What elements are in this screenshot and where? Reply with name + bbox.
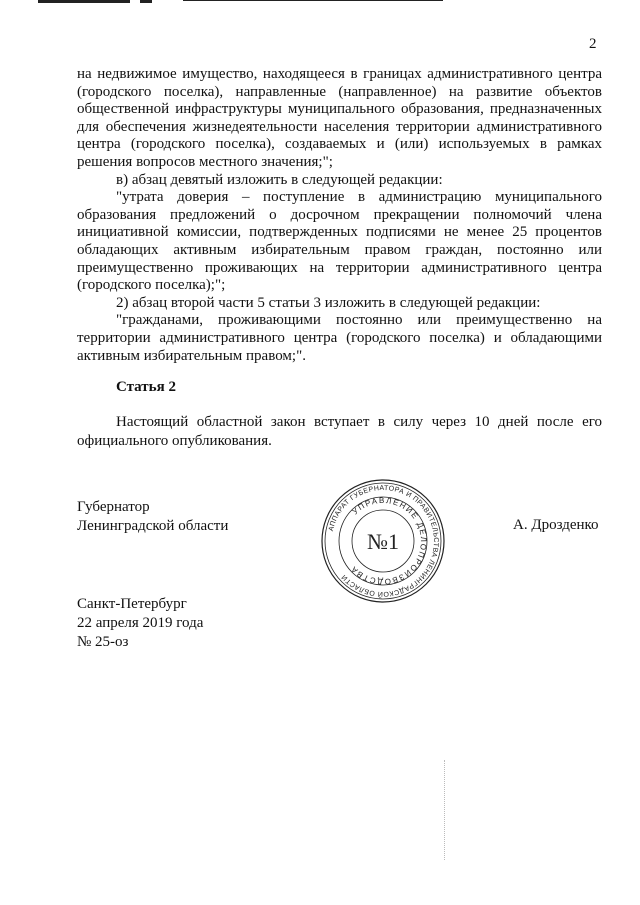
law-number: № 25-оз bbox=[77, 634, 129, 650]
paragraph: 2) абзац второй части 5 статьи 3 изложить в следующей редакции: bbox=[116, 294, 541, 311]
page-number: 2 bbox=[589, 36, 597, 52]
place: Санкт-Петербург bbox=[77, 596, 187, 612]
paragraph: на недвижимое имущество, находящееся в границах административного центра (городского поселка), направленные (направленное) на развитие объектов общественной инфраструктуры муниципального образования, предназначенных для обеспечения жизнедеятельности населения территории административного центра (городского поселка), создаваемых и (или) используемых в рамках решения вопросов местного значения;"; bbox=[77, 66, 602, 170]
scan-artifact bbox=[444, 760, 446, 860]
paragraph: "утрата доверия – поступление в администрацию муниципального образования предложений о досрочном прекращении полномочий члена инициативной комиссии, подтвержденных подписями не менее 25 процентов обладающих активным избирательным правом граждан, постоянно или преимущественно проживающих на территории административного центра (городского поселка);"; bbox=[77, 189, 602, 294]
signatory-title-line: Губернатор bbox=[77, 499, 150, 515]
date: 22 апреля 2019 года bbox=[77, 615, 204, 631]
scan-border-line bbox=[38, 0, 130, 3]
signatory-name: А. Дрозденко bbox=[513, 517, 599, 533]
signatory-title-line: Ленинградской области bbox=[77, 518, 229, 534]
scan-border-line bbox=[140, 0, 152, 3]
paragraph: в) абзац девятый изложить в следующей редакции: bbox=[116, 171, 443, 188]
article-text: Настоящий областной закон вступает в силу через 10 дней после его официального опубликования. bbox=[77, 414, 602, 449]
stamp-outer-text: АППАРАТ ГУБЕРНАТОРА И ПРАВИТЕЛЬСТВА ЛЕНИНГРАДСКОЙ ОБЛАСТИ bbox=[327, 484, 440, 598]
stamp-inner-text: УПРАВЛЕНИЕ ДЕЛОПРОИЗВОДСТВА bbox=[348, 495, 429, 587]
scan-border-line bbox=[183, 0, 443, 1]
official-stamp bbox=[320, 478, 446, 604]
signatory-title bbox=[77, 498, 228, 536]
article-heading: Статья 2 bbox=[116, 379, 176, 395]
paragraph: "гражданами, проживающими постоянно или преимущественно на территории административного центра (городского поселка) и обладающими активным избирательным правом;". bbox=[77, 312, 602, 364]
place-and-date bbox=[77, 595, 203, 652]
stamp-number: №1 bbox=[367, 529, 399, 554]
body-text bbox=[77, 66, 602, 365]
